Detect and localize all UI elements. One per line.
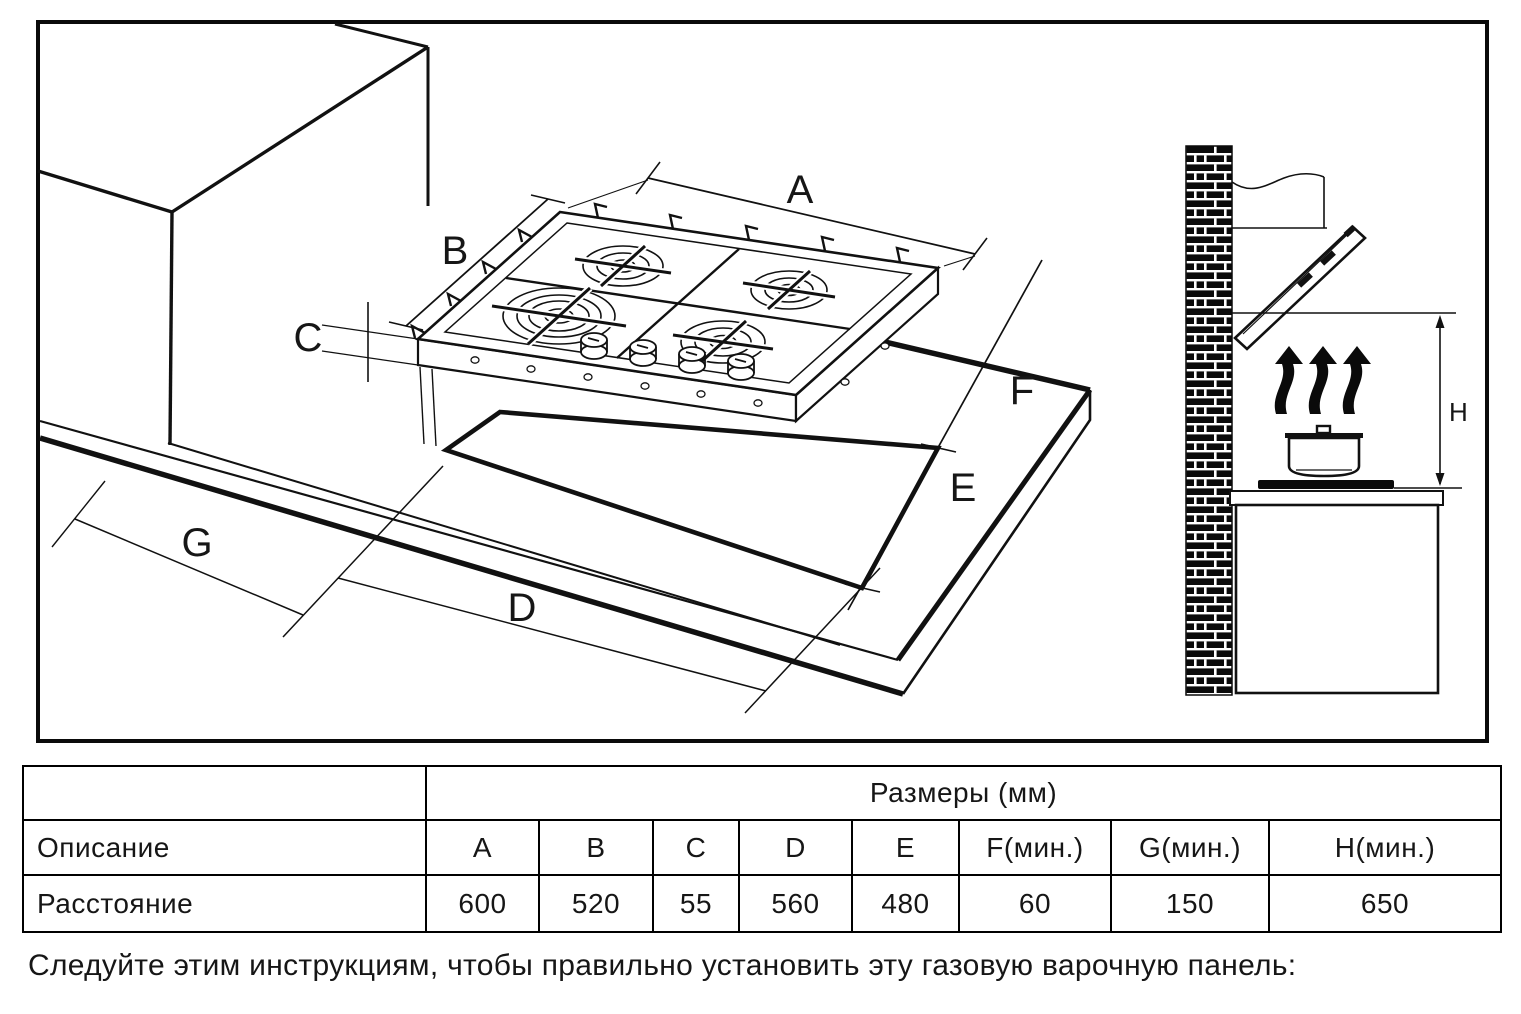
value-c: 55 [653, 875, 739, 932]
row-label-description: Описание [23, 820, 426, 875]
heat-arrows [1275, 346, 1371, 414]
knob [630, 340, 656, 366]
col-header-d: D [739, 820, 852, 875]
table-description-row [23, 820, 1501, 875]
dimension-label-b: B [441, 229, 469, 273]
value-f: 60 [959, 875, 1111, 932]
instruction-text: Следуйте этим инструкциям, чтобы правильно установить эту газовую варочную панель: [28, 949, 1297, 982]
value-b: 520 [539, 875, 653, 932]
side-view-worktop [1230, 491, 1443, 505]
dimension-line-c [322, 302, 418, 382]
value-e: 480 [852, 875, 959, 932]
dimension-label-h: H [1449, 397, 1468, 427]
table-distance-row [23, 875, 1501, 932]
side-view-hob-strip [1258, 480, 1394, 489]
side-view [1186, 146, 1468, 695]
knob [581, 333, 607, 359]
row-label-distance: Расстояние [23, 875, 426, 932]
dimension-line-g [52, 481, 303, 615]
gas-hob-illustration [412, 204, 938, 421]
table-corner-cell [23, 766, 426, 820]
dimension-label-e: E [949, 466, 977, 510]
pot [1285, 426, 1363, 476]
size-header-cell: Размеры (мм) [426, 766, 1501, 820]
value-d: 560 [739, 875, 852, 932]
value-h: 650 [1269, 875, 1501, 932]
col-header-c: C [653, 820, 739, 875]
col-header-e: E [852, 820, 959, 875]
col-header-g: G(мин.) [1111, 820, 1269, 875]
dimension-line-d [283, 466, 880, 713]
cooker-hood [1235, 225, 1365, 349]
dimension-label-a: A [786, 168, 814, 212]
col-header-a: A [426, 820, 539, 875]
brick-wall [1186, 146, 1232, 695]
tall-cabinet [38, 24, 428, 445]
kitchen-base-cabinet [1236, 505, 1438, 693]
col-header-b: B [539, 820, 653, 875]
h-dimension [1436, 315, 1445, 486]
table-header-row [23, 766, 1501, 820]
value-a: 600 [426, 875, 539, 932]
col-header-f: F(мин.) [959, 820, 1111, 875]
duct-wavy-line [1232, 174, 1324, 189]
hob-drop-lines [420, 367, 436, 446]
dimension-label-d: D [507, 586, 537, 630]
dimension-label-f: F [1009, 369, 1035, 413]
cutout-outline [446, 412, 938, 588]
dimension-label-g: G [181, 521, 213, 565]
countertop [40, 342, 1090, 694]
dimension-label-c: C [293, 316, 323, 360]
knob [728, 354, 754, 380]
col-header-h: H(мин.) [1269, 820, 1501, 875]
value-g: 150 [1111, 875, 1269, 932]
dimensions-table [22, 765, 1502, 933]
knob [679, 347, 705, 373]
